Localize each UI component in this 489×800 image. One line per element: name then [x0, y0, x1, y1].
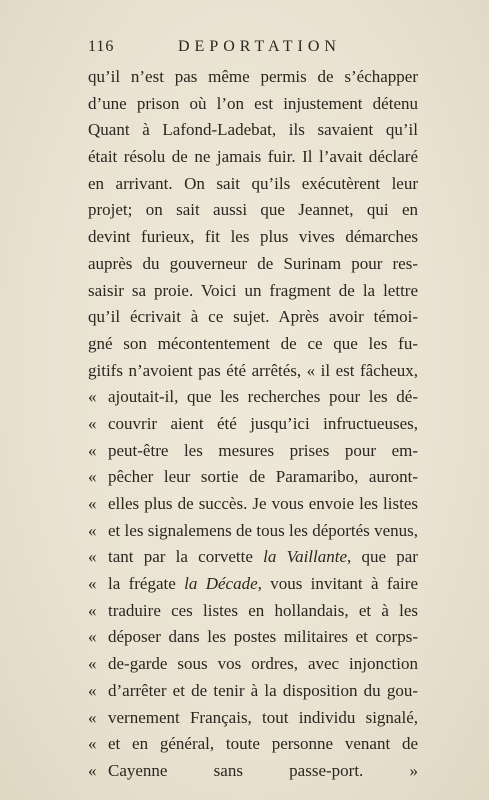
text-line: [88, 758, 418, 785]
text-segment: qu’il écrivait à ce sujet. Après avoir témoi-: [88, 307, 418, 327]
text-line: [88, 731, 418, 758]
text-segment: déposer dans les postes militaires et corps-: [108, 627, 418, 647]
quote-mark: «: [88, 707, 97, 727]
text-line: [88, 197, 418, 224]
quote-mark: «: [88, 387, 97, 407]
quote-mark: «: [88, 680, 97, 700]
text-segment: qu’il n’est pas même permis de s’échapper: [88, 67, 418, 86]
quote-mark: «: [88, 494, 97, 513]
text-segment: traduire ces listes en hollandais, et à les: [108, 600, 418, 620]
running-head: DEPORTATION: [178, 38, 341, 55]
quote-mark: «: [88, 413, 97, 433]
text-segment: couvrir aient été jusqu’ici infructueuses,: [108, 413, 418, 433]
text-segment: et les signalemens de tous les déportés venus,: [108, 520, 418, 540]
text-line: [88, 438, 418, 465]
text-line: [88, 171, 418, 198]
quote-mark: «: [88, 627, 97, 647]
text-line: [88, 598, 418, 625]
text-segment: saisir sa proie. Voici un fragment de la lettre: [88, 280, 418, 300]
text-line: [88, 705, 418, 732]
text-line: [88, 331, 418, 358]
body-text: [88, 64, 418, 785]
text-segment: d’une prison où l’on est injustement détenu: [88, 93, 418, 113]
text-line: [88, 251, 418, 278]
quote-mark: «: [88, 574, 97, 594]
text-segment: en arrivant. On sait qu’ils exécutèrent leur: [88, 173, 418, 193]
italic-title: la Décade: [184, 574, 258, 594]
text-segment: de-garde sous vos ordres, avec injonction: [108, 654, 418, 674]
text-segment: et en général, toute personne venant de: [108, 734, 418, 754]
text-line: [88, 117, 418, 144]
text-segment: Quant à Lafond-Ladebat, ils savaient qu’il: [88, 120, 418, 140]
quote-mark: «: [88, 654, 97, 674]
text-line: [88, 304, 418, 331]
text-line: [88, 624, 418, 651]
text-line: [88, 64, 418, 91]
text-segment: la frégate: [108, 574, 185, 594]
text-line: [88, 224, 418, 251]
text-line: [88, 384, 418, 411]
text-segment: Cayenne sans passe-port. »: [108, 760, 418, 780]
text-line: [88, 278, 418, 305]
quote-mark: «: [88, 440, 97, 460]
quote-mark: «: [88, 520, 97, 540]
text-segment: , que par: [347, 547, 418, 567]
page-header: [88, 38, 408, 60]
text-segment: projet; on sait aussi que Jeannet, qui en: [88, 200, 418, 220]
quote-mark: «: [88, 760, 97, 780]
text-line: [88, 491, 418, 518]
text-segment: pêcher leur sortie de Paramaribo, auront-: [108, 467, 418, 487]
text-segment: vernement Français, tout individu signalé,: [108, 707, 418, 727]
text-line: [88, 358, 418, 385]
text-segment: gné son mécontentement de ce que les fu-: [88, 333, 418, 353]
quote-mark: «: [88, 600, 97, 620]
text-line: [88, 651, 418, 678]
text-line: [88, 518, 418, 545]
text-segment: auprès du gouverneur de Surinam pour res-: [88, 253, 418, 273]
text-segment: gitifs n’avoient pas été arrêtés, « il est fâcheux,: [88, 360, 418, 380]
text-line: [88, 411, 418, 438]
quote-mark: «: [88, 467, 97, 487]
page-number: 116: [88, 38, 115, 55]
text-segment: devint furieux, fit les plus vives démarches: [88, 227, 418, 247]
text-segment: elles plus de succès. Je vous envoie les listes: [108, 494, 418, 513]
text-line: [88, 544, 418, 571]
quote-mark: «: [88, 547, 97, 567]
text-line: [88, 91, 418, 118]
text-segment: était résolu de ne jamais fuir. Il l’avait déclaré: [88, 147, 418, 167]
text-line: [88, 464, 418, 491]
italic-title: la Vaillante: [263, 547, 348, 567]
text-segment: , vous invitant à faire: [257, 574, 418, 594]
text-line: [88, 144, 418, 171]
text-segment: ajoutait-il, que les recherches pour les dé-: [108, 387, 418, 407]
text-segment: tant par la corvette: [108, 547, 264, 567]
text-line: [88, 571, 418, 598]
text-line: [88, 678, 418, 705]
text-segment: d’arrêter et de tenir à la disposition du gou-: [108, 680, 418, 700]
quote-mark: «: [88, 734, 97, 754]
text-segment: peut-être les mesures prises pour em-: [108, 440, 418, 460]
